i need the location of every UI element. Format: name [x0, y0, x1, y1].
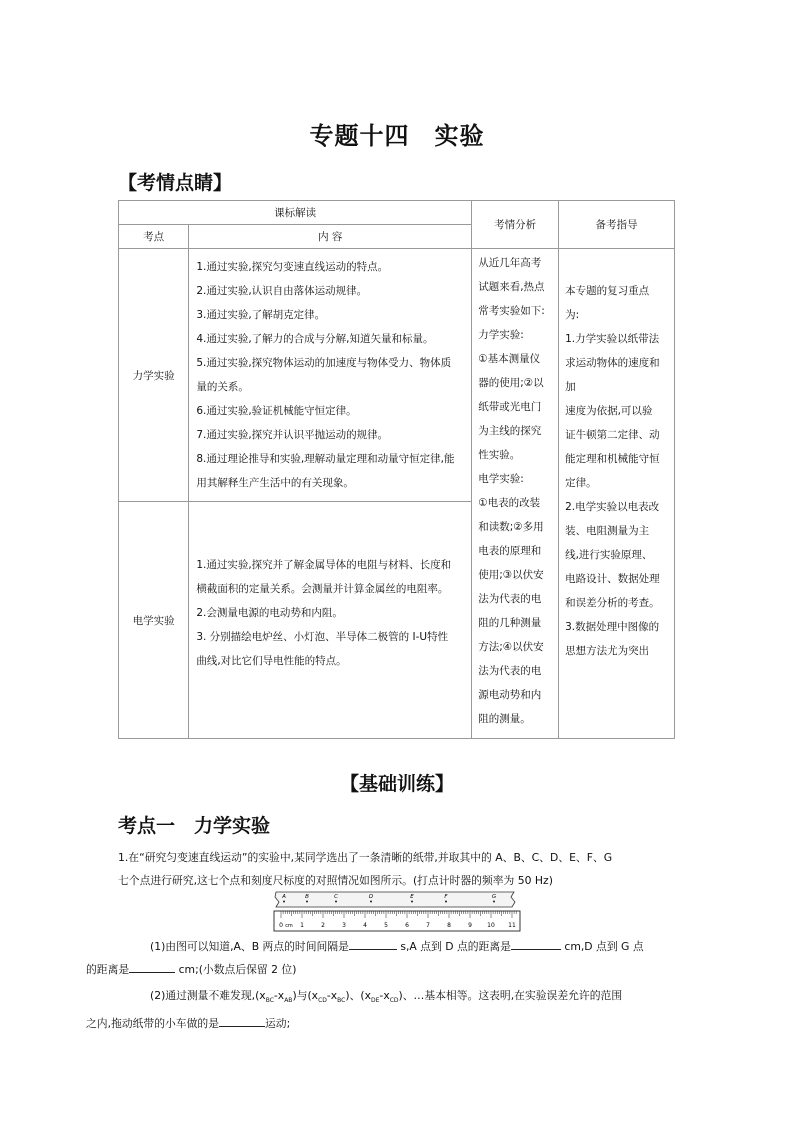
header-guide: 备考指导 [559, 201, 675, 249]
guide-cell [559, 249, 675, 739]
guide-line: 速度为依据,可以验 [565, 405, 653, 417]
part2-text: )、…基本相等。这表明,在实验误差允许的范围 [398, 989, 623, 1002]
tape-point [283, 901, 285, 903]
analysis-line: 电学实验: [478, 473, 524, 485]
analysis-line: 为主线的探究 [478, 425, 542, 437]
answer-blank-interval[interactable] [349, 936, 397, 950]
guide-line: 思想方法尤为突出 [565, 645, 650, 657]
analysis-line: 使用;③以伏安 [478, 569, 544, 581]
part2-text: -x [379, 989, 390, 1002]
tape-point [493, 901, 495, 903]
ruler-number: 4 [363, 922, 367, 929]
answer-blank-ad-distance[interactable] [511, 936, 561, 950]
guide-line: 证牛顿第二定律、动 [565, 429, 660, 441]
answer-blank-dg-distance[interactable] [129, 959, 175, 973]
analysis-line: 法为代表的电 [478, 593, 542, 605]
analysis-line: 电表的原理和 [478, 545, 542, 557]
analysis-cell [472, 249, 559, 739]
content-line: 5.通过实验,探究物体运动的加速度与物体受力、物体质 [196, 357, 452, 369]
part2-subscript: CD [318, 997, 327, 1005]
answer-blank-motion-type[interactable] [219, 1013, 265, 1027]
paper-tape [275, 892, 515, 907]
content-line: 1.通过实验,探究匀变速直线运动的特点。 [196, 261, 389, 273]
part1-text: 的距离是 [86, 963, 130, 976]
content-line: 6.通过实验,验证机械能守恒定律。 [196, 405, 357, 417]
ruler-body [274, 911, 520, 931]
tape-ruler-figure [270, 889, 524, 933]
analysis-line: 阻的测量。 [478, 713, 531, 725]
point-label-e: E [410, 894, 414, 900]
content-line: 3.通过实验,了解胡克定律。 [196, 309, 326, 321]
guide-line: 为: [565, 309, 580, 321]
analysis-line: 纸带或光电门 [478, 401, 542, 413]
ruler-number: 5 [384, 922, 388, 929]
guide-line: 求运动物体的速度和 [565, 357, 660, 369]
page-title: 专题十四 实验 [309, 122, 485, 150]
guide-line: 电路设计、数据处理 [565, 573, 660, 585]
header-kaodian: 考点 [119, 225, 189, 249]
content-line: 2.会测量电源的电动势和内阻。 [196, 607, 343, 619]
ruler-number: 7 [426, 922, 430, 929]
part2-text: 之内,拖动纸带的小车做的是 [86, 1017, 219, 1031]
part1-text: (1)由图可以知道,A、B 两点的时间间隔是 [150, 940, 349, 953]
point-label-d: D [368, 894, 374, 900]
part2-text: (2)通过测量不难发现,(x [150, 989, 266, 1002]
part2-subscript: DE [371, 997, 380, 1005]
ruler-unit: cm [285, 923, 293, 929]
part2-text: -x [273, 989, 285, 1002]
guide-line: 本专题的复习重点 [565, 285, 650, 297]
analysis-line: 力学实验: [478, 329, 524, 341]
content-line: 2.通过实验,认识自由落体运动规律。 [196, 285, 368, 297]
analysis-line: 方法;④以伏安 [478, 641, 544, 653]
guide-line: 1.力学实验以纸带法 [565, 333, 660, 345]
question-part-1 [86, 935, 678, 981]
part2-subscript: BC [265, 997, 274, 1005]
analysis-line: 器的使用;②以 [478, 377, 544, 389]
part1-text: s,A 点到 D 点的距离是 [396, 940, 511, 953]
analysis-line: 阻的几种测量 [478, 617, 542, 629]
analysis-line: 从近几年高考 [478, 257, 542, 269]
ruler-number: 6 [405, 922, 409, 929]
content-electrics [189, 502, 472, 739]
guide-line: 和误差分析的考查。 [565, 597, 660, 609]
subheading-mechanics: 考点一 力学实验 [118, 815, 271, 837]
tape-point [445, 901, 447, 903]
point-label-a: A [282, 894, 286, 900]
kaodian-electrics: 电学实验 [119, 502, 189, 739]
analysis-line: 常考实验如下: [478, 305, 545, 317]
part2-text: -x [326, 989, 338, 1002]
intro-line: 七个点进行研究,这七个点和刻度尺标度的对照情况如图所示。(打点计时器的频率为 50 Hz) [118, 874, 553, 887]
ruler-number: 11 [508, 922, 516, 929]
point-label-f: F [444, 894, 448, 900]
part1-text: cm,D 点到 G 点 [560, 940, 644, 953]
guide-line: 2.电学实验以电表改 [565, 501, 660, 513]
exam-analysis-table [118, 200, 675, 739]
content-line: 1.通过实验,探究并了解金属导体的电阻与材料、长度和 [196, 559, 452, 571]
tape-point [370, 901, 372, 903]
header-analysis: 考情分析 [472, 201, 559, 249]
ruler-number: 1 [300, 922, 304, 929]
content-line: 曲线,对比它们导电性能的特点。 [196, 655, 347, 667]
kaodian-mechanics: 力学实验 [119, 249, 189, 502]
part2-text: )与(x [292, 989, 319, 1002]
content-mechanics [189, 249, 472, 502]
analysis-line: 性实验。 [478, 449, 521, 461]
section-heading-kaoqing: 【考情点睛】 [118, 172, 233, 194]
content-line: 用其解释生产生活中的有关现象。 [196, 477, 354, 489]
analysis-line: 试题来看,热点 [478, 281, 545, 293]
section-heading-jichu: 【基础训练】 [339, 773, 454, 795]
content-line: 横截面积的定量关系。会测量并计算金属丝的电阻率。 [196, 583, 449, 595]
guide-line: 能定理和机械能守恒 [565, 453, 660, 465]
ruler-number: 8 [447, 922, 451, 929]
ruler-number: 3 [342, 922, 346, 929]
part2-text: )、(x [345, 989, 371, 1002]
analysis-line: 法为代表的电 [478, 665, 542, 677]
header-curriculum: 课标解读 [119, 201, 472, 225]
question-intro [118, 846, 678, 892]
point-label-g: G [491, 894, 497, 900]
tape-point [411, 901, 413, 903]
content-line: 8.通过理论推导和实验,理解动量定理和动量守恒定律,能 [196, 453, 455, 465]
ruler-number: 0 [279, 922, 283, 929]
part2-subscript: AB [284, 997, 293, 1005]
content-line: 4.通过实验,了解力的合成与分解,知道矢量和标量。 [196, 333, 434, 345]
content-line: 7.通过实验,探究并认识平抛运动的规律。 [196, 429, 389, 441]
ruler-number: 9 [468, 922, 472, 929]
content-line: 量的关系。 [196, 381, 249, 393]
analysis-line: 源电动势和内 [478, 689, 542, 701]
part2-text: 运动; [265, 1017, 291, 1031]
guide-line: 装、电阻测量为主 [565, 525, 650, 537]
analysis-line: 和读数;②多用 [478, 521, 544, 533]
header-content: 内 容 [189, 225, 472, 249]
ruler-number: 2 [321, 922, 325, 929]
analysis-line: ①基本测量仪 [478, 353, 541, 365]
intro-line: 1.在“研究匀变速直线运动”的实验中,某同学选出了一条清晰的纸带,并取其中的 A、B、C、D、E、F、G [118, 851, 613, 864]
ruler-number: 10 [487, 922, 495, 929]
question-part-2 [86, 984, 678, 1035]
guide-line: 加 [565, 381, 576, 393]
guide-line: 3.数据处理中图像的 [565, 621, 660, 633]
guide-line: 线,进行实验原理、 [565, 549, 653, 561]
point-label-c: C [334, 894, 338, 900]
part1-text: cm;(小数点后保留 2 位) [175, 963, 297, 976]
tape-point [335, 901, 337, 903]
part2-subscript: BC [337, 997, 346, 1005]
content-line: 3. 分别描绘电炉丝、小灯泡、半导体二极管的 I-U特性 [196, 631, 449, 643]
point-label-b: B [305, 894, 309, 900]
guide-line: 定律。 [565, 477, 597, 489]
analysis-line: ①电表的改装 [478, 497, 541, 509]
tape-point [306, 901, 308, 903]
part2-subscript: CD [389, 997, 399, 1005]
